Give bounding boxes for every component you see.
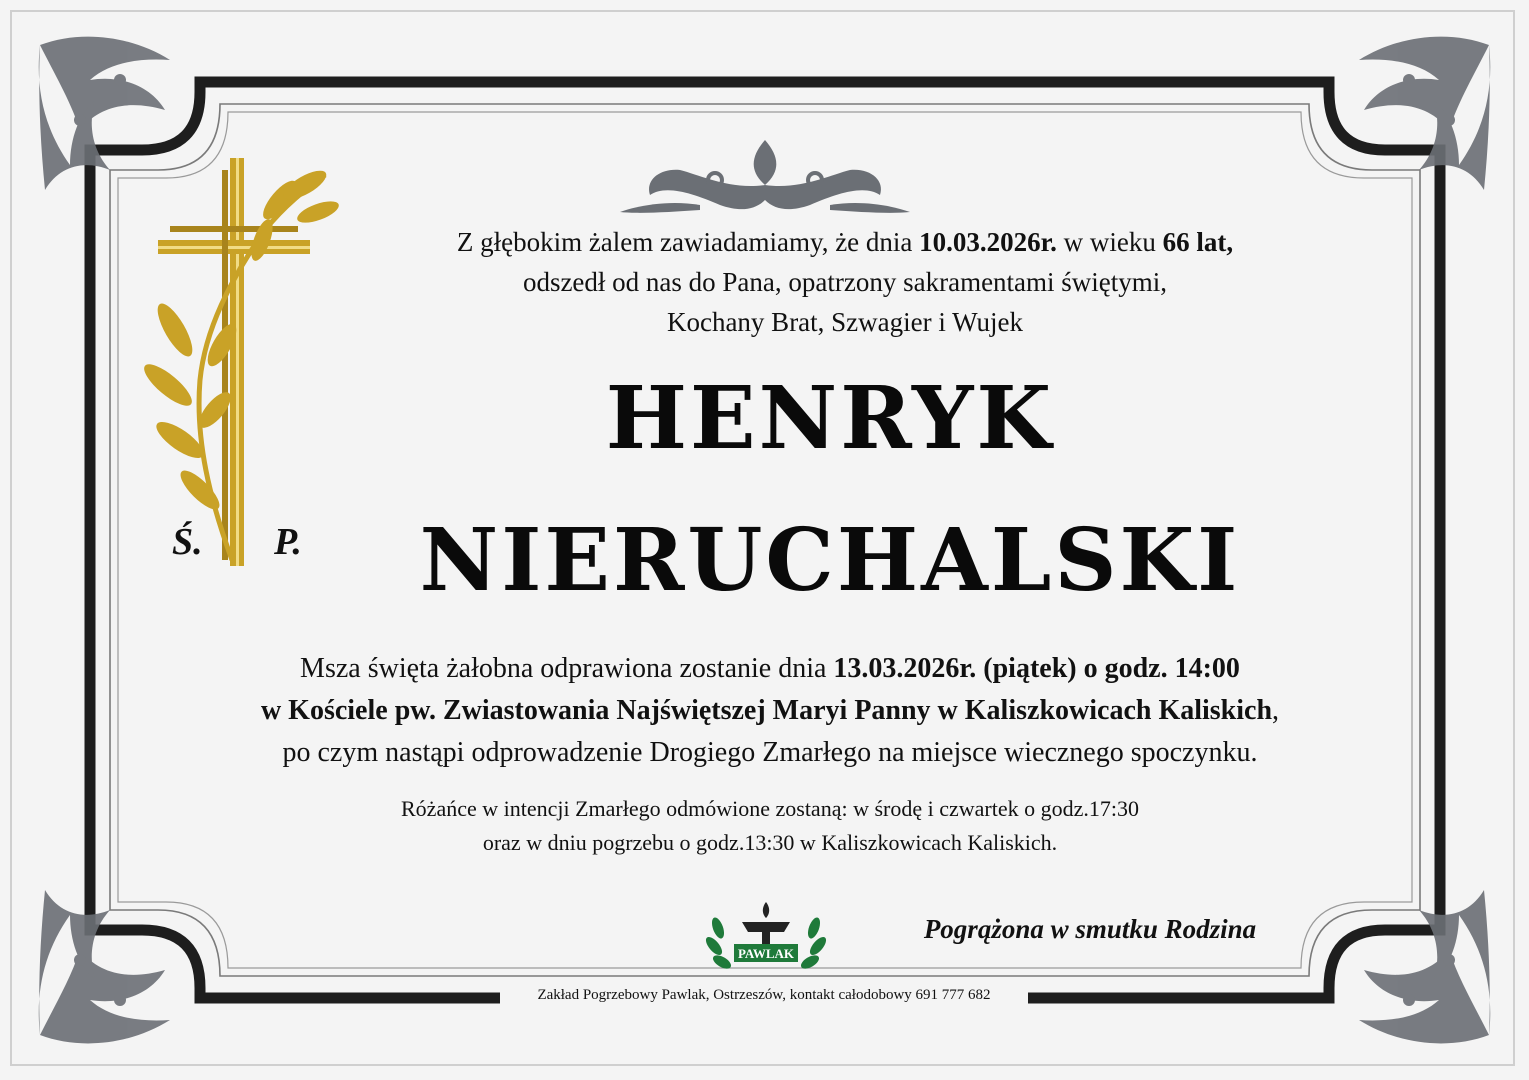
sp-letter-p: P. — [274, 521, 302, 563]
announcement-line-3: Kochany Brat, Szwagier i Wujek — [666, 307, 1024, 337]
rosary-line-1: Różańce w intencji Zmarłego odmówione zostaną: w środę i czwartek o godz.17:30 — [401, 796, 1139, 821]
mass-info — [150, 648, 1390, 774]
funeral-home-logo-icon — [704, 898, 828, 982]
age: 66 lat, — [1162, 227, 1234, 257]
funeral-home-footer: Zakład Pogrzebowy Pawlak, Ostrzeszów, kontakt całodobowy 691 777 682 — [500, 984, 1028, 1006]
mass-date-time: 13.03.2026r. (piątek) o godz. 14:00 — [833, 653, 1240, 684]
logo-text: PAWLAK — [737, 946, 795, 961]
ornament-bottom-left-icon — [39, 890, 170, 1043]
gold-cross-icon — [158, 158, 310, 566]
announcement-text — [340, 222, 1350, 342]
ornament-bottom-right-icon — [1359, 890, 1490, 1043]
family-signature: Pogrążona w smutku Rodzina — [923, 914, 1257, 944]
deceased-last-name: NIERUCHALSKI — [419, 510, 1241, 611]
mass-line-2 — [150, 690, 1390, 732]
death-date: 10.03.2026r. — [919, 227, 1057, 257]
deceased-first-name: HENRYK — [605, 368, 1055, 469]
mass-prefix: Msza święta żałobna odprawiona zostanie dnia — [300, 653, 834, 684]
mass-line-3: po czym nastąpi odprowadzenie Drogiego Zmarłego na miejsce wiecznego spoczynku. — [282, 737, 1258, 768]
sp-letter-s: Ś. — [172, 521, 203, 563]
announcement-line-1 — [340, 222, 1350, 262]
ornament-top-left-icon — [39, 37, 170, 190]
rosary-line-2: oraz w dniu pogrzebu o godz.13:30 w Kaliszkowicach Kaliskich. — [482, 830, 1058, 855]
church-name: w Kościele pw. Zwiastowania Najświętszej Maryi Panny w Kaliszkowicach Kaliskich — [260, 695, 1273, 726]
rosary-info — [240, 792, 1300, 860]
announcement-age-prefix: w wieku — [1056, 227, 1163, 257]
ornament-top-right-icon — [1359, 37, 1490, 190]
church-suffix: , — [1272, 695, 1280, 726]
mass-line-1 — [150, 648, 1390, 690]
announcement-line-2: odszedł od nas do Pana, opatrzony sakramentami świętymi, — [522, 267, 1168, 297]
ornament-top-center-icon — [620, 140, 910, 213]
announcement-prefix: Z głębokim żalem zawiadamiamy, że dnia — [456, 227, 920, 257]
